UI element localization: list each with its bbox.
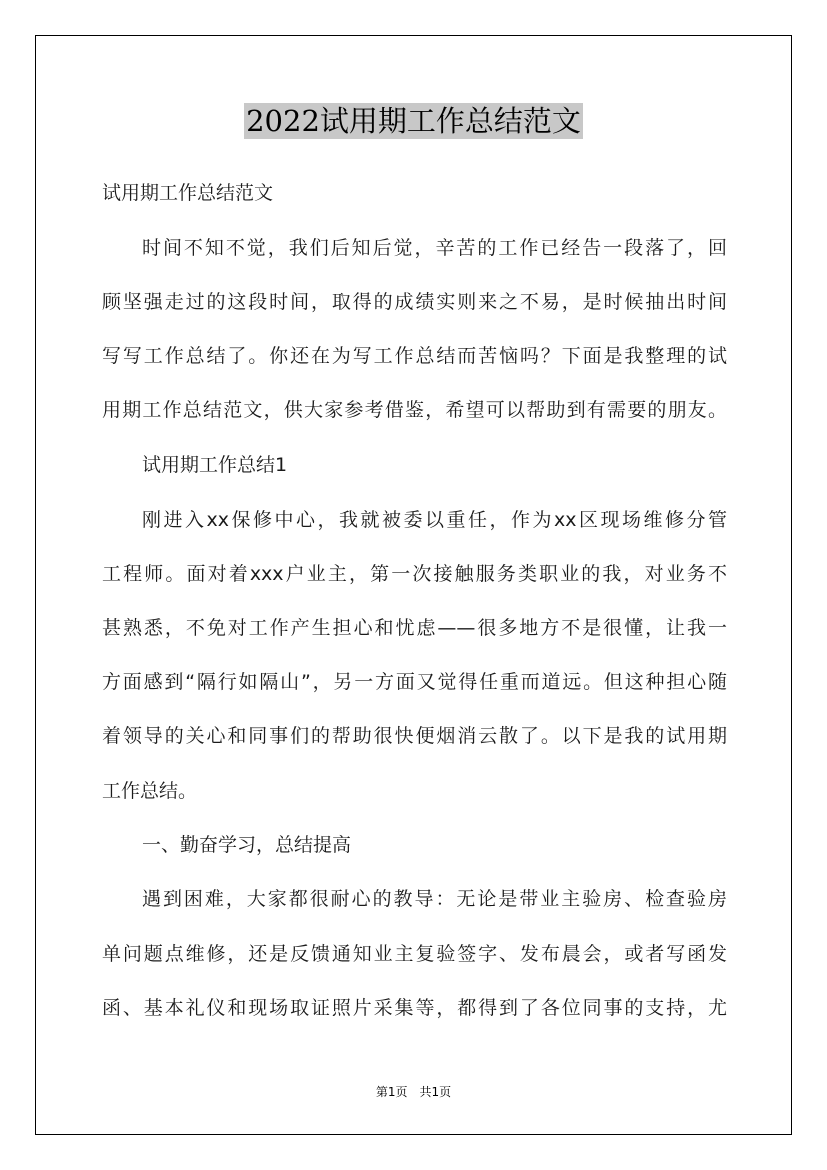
page-number-footer: 第1页 共1页 xyxy=(375,1085,452,1099)
paragraph-line: 顾坚强走过的这段时间，取得的成绩实则来之不易，是时候抽出时间 xyxy=(102,291,727,313)
paragraph-line: 着领导的关心和同事们的帮助很快便烟消云散了。以下是我的试用期 xyxy=(102,725,727,747)
paragraph-line: 甚熟悉，不免对工作产生担心和忧虑——很多地方不是很懂，让我一 xyxy=(102,617,727,639)
paragraph-line: 刚进入xx保修中心，我就被委以重任，作为xx区现场维修分管 xyxy=(142,509,727,531)
subheading: 一、勤奋学习，总结提高 xyxy=(142,834,352,856)
paragraph-line: 用期工作总结范文，供大家参考借鉴，希望可以帮助到有需要的朋友。 xyxy=(102,399,727,421)
paragraph-line: 遇到困难，大家都很耐心的教导：无论是带业主验房、检查验房 xyxy=(142,888,727,910)
paragraph-line: 工作总结。 xyxy=(102,780,198,802)
paragraph-line: 工程师。面对着xxx户业主，第一次接触服务类职业的我，对业务不 xyxy=(102,563,727,585)
paragraph-line: 函、基本礼仪和现场取证照片采集等，都得到了各位同事的支持，尤 xyxy=(102,997,727,1019)
document-subtitle: 试用期工作总结范文 xyxy=(102,182,274,204)
paragraph-line: 方面感到“隔行如隔山”，另一方面又觉得任重而道远。但这种担心随 xyxy=(102,671,727,693)
document-title: 2022试用期工作总结范文 xyxy=(246,104,581,138)
section-heading: 试用期工作总结1 xyxy=(142,454,288,476)
paragraph-line: 时间不知不觉，我们后知后觉，辛苦的工作已经告一段落了，回 xyxy=(142,237,727,259)
title-container xyxy=(0,103,827,139)
paragraph-line: 写写工作总结了。你还在为写工作总结而苦恼吗？下面是我整理的试 xyxy=(102,345,727,367)
paragraph-line: 单问题点维修，还是反馈通知业主复验签字、发布晨会，或者写函发 xyxy=(102,943,727,965)
